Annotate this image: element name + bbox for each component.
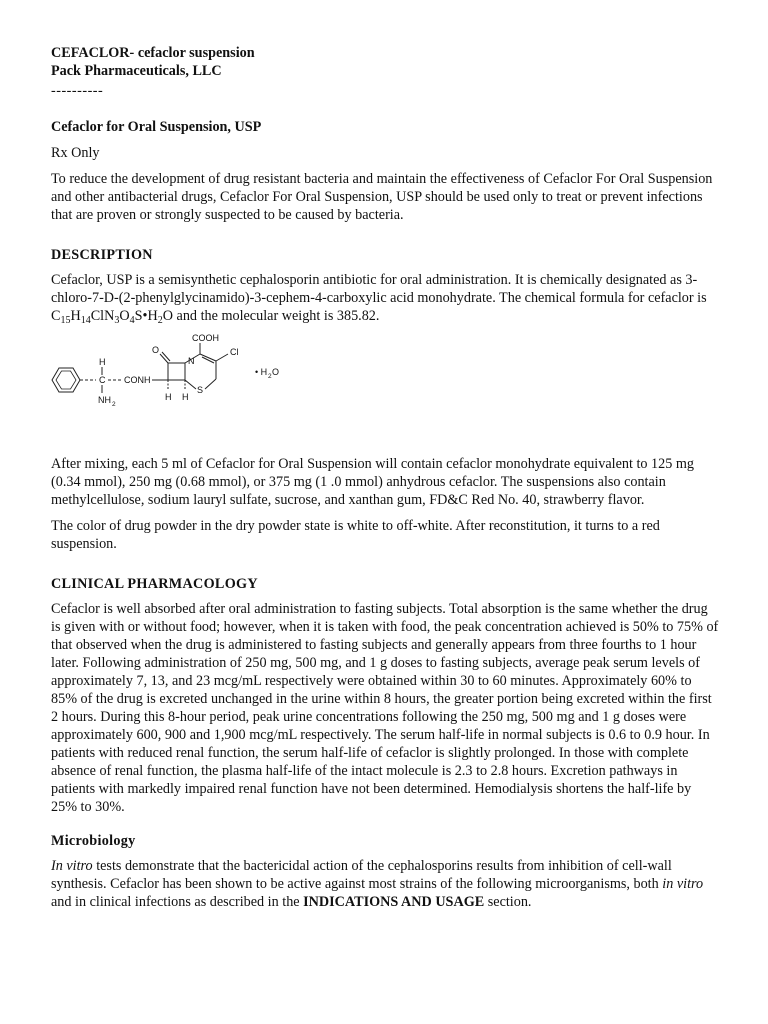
chemical-formula: $C_{15}H_{14}ClN_3O_4S•H_2O$ [51,308,173,326]
svg-text:H: H [182,392,189,402]
svg-text:H: H [165,392,172,402]
microbiology-paragraph-1: In vitro tests demonstrate that the bactericidal action of the cephalosporins results from inhibition of cell-wall synthesis. Cefaclor has been shown to be active against most strains of the following microorganisms, both in vitro and in clinical infections as described in the INDICATIONS AND USAGE section. [51,858,704,910]
svg-text:Cl: Cl [230,347,239,357]
svg-text:2: 2 [268,373,272,380]
document-title: Cefaclor for Oral Suspension, USP [51,119,262,135]
indications-usage-reference: INDICATIONS AND USAGE [303,894,485,910]
description-paragraph-1 [51,271,719,325]
section-heading-description: DESCRIPTION [51,247,153,263]
svg-text:O: O [272,367,280,377]
description-paragraph-2: After mixing, each 5 ml of Cefaclor for Oral Suspension will contain cefaclor monohydrate equivalent to 125 mg (0.34 mmol), 250 mg (0.68 mmol), or 375 mg (1 .0 mmol) anhydrous cefaclor. The suspensions also contain methylcellulose, sodium lauryl sulfate, sucrose, and xanthan gum, FD&C Red No. 40, strawberry flavor. [51,456,694,508]
header-separator: ---------- [51,83,104,99]
svg-text:2: 2 [112,401,116,408]
header-title: CEFACLOR- cefaclor suspension [51,45,255,61]
rx-only-text: Rx Only [51,145,100,161]
svg-text:H: H [99,357,106,367]
document-page [51,44,719,911]
svg-text:CONH: CONH [124,375,151,385]
intro-paragraph: To reduce the development of drug resistant bacteria and maintain the effectiveness of Cefaclor For Oral Suspension and other antibacterial drugs, Cefaclor For Oral Suspension, USP should be used only to treat or prevent infections that are proven or strongly suspected to be caused by bacteria. [51,171,713,223]
clinical-paragraph-1: Cefaclor is well absorbed after oral administration to fasting subjects. Total absorption is the same whether the drug is given with or without food; however, when it is taken with food, the peak concentration achieved is 50% to 75% of that observed when the drug is administered to fasting subjects and generally appears from three fourths to 1 hour later. Following administration of 250 mg, 500 mg, and 1 g doses to fasting subjects, average peak serum levels of approximately 7, 13, and 23 mcg/mL respectively were obtained within 30 to 60 minutes. Approximately 60% to 85% of the drug is excreted unchanged in the urine within 8 hours, the greater portion being excreted within the first 2 hours. During this 8-hour period, peak urine concentrations following the 250 mg, 500 mg and 1 g doses were approximately 600, 900 and 1,900 mcg/mL respectively. The serum half-life in normal subjects is 0.6 to 0.9 hour. In patients with reduced renal function, the serum half-life of cefaclor is slightly prolonged. In those with complete absence of renal function, the plasma half-life of the intact molecule is 2.3 to 2.8 hours. Excretion pathways in patients with markedly impaired renal function have not been determined. Hemodialysis shortens the half-life by 25% to 30%. [51,601,719,815]
svg-text:COOH: COOH [192,333,219,343]
svg-text:O: O [152,345,160,355]
description-tail: and the molecular weight is 385.82. [176,308,380,324]
description-text: Cefaclor, USP is a semisynthetic cephalosporin antibiotic for oral administration. It is chemically designated as 3-chloro-7-D-(2-phenylglycinamido)-3-cephem-4-carboxylic acid monohydrate. The chemical formula for cefaclor is [51,272,707,306]
svg-text:C: C [99,375,106,385]
cefaclor-structure-diagram [48,333,308,447]
header-company: Pack Pharmaceuticals, LLC [51,63,222,79]
section-heading-clinical-pharmacology: CLINICAL PHARMACOLOGY [51,576,258,592]
section-heading-microbiology: Microbiology [51,833,136,849]
svg-text:N: N [188,356,195,366]
chemical-structure [51,333,719,447]
svg-text:NH: NH [98,395,111,405]
svg-text:S: S [197,385,204,395]
description-paragraph-3: The color of drug powder in the dry powder state is white to off-white. After reconstitution, it turns to a red suspension. [51,518,660,552]
svg-text:• H: • H [255,367,268,377]
